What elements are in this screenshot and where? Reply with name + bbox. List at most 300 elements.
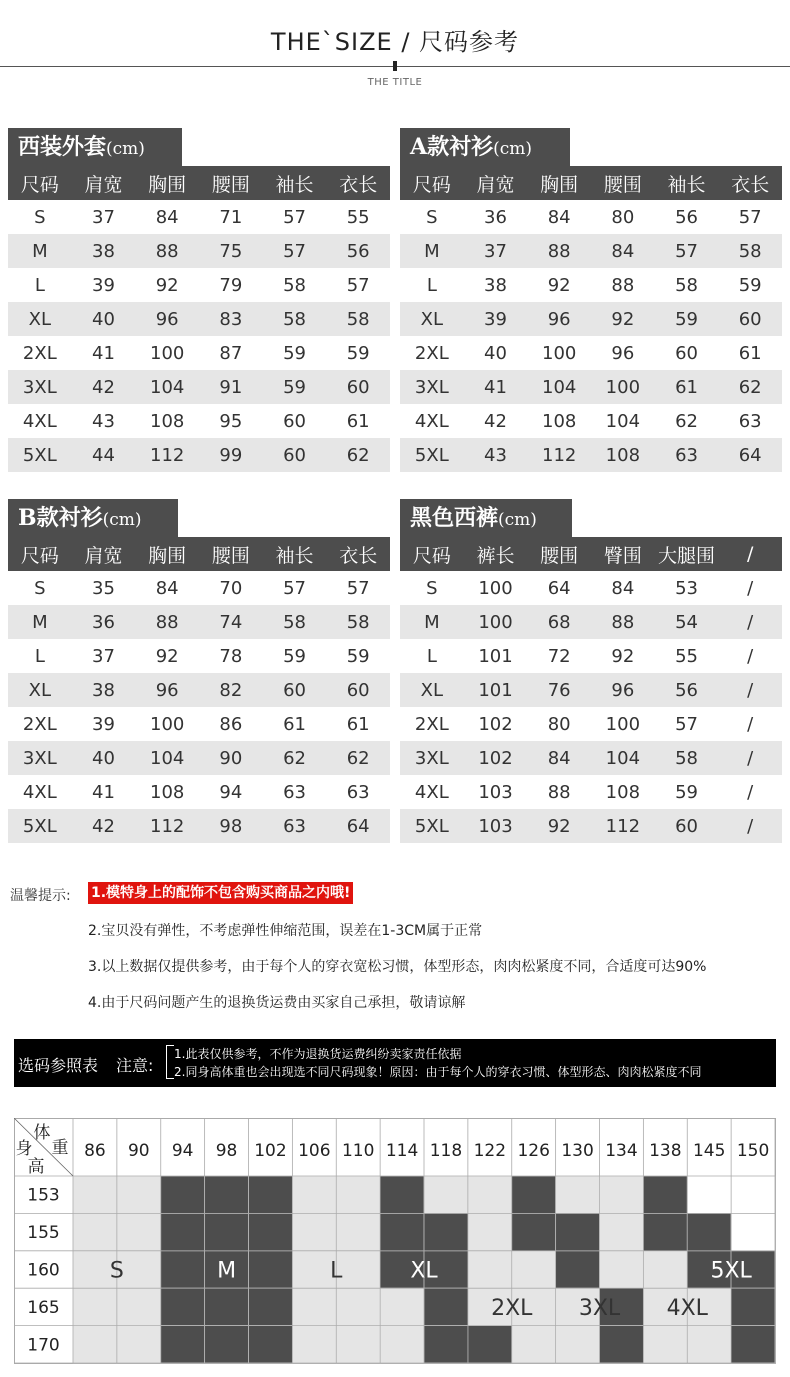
table-cell: 39 bbox=[92, 713, 115, 735]
chart-cell bbox=[731, 1213, 775, 1250]
table-cell: 60 bbox=[283, 410, 306, 432]
table-cell: 57 bbox=[283, 206, 306, 228]
table-row bbox=[400, 605, 782, 639]
table-cell: M bbox=[32, 611, 48, 633]
chart-cell bbox=[600, 1251, 644, 1288]
table-cell: 36 bbox=[484, 206, 507, 228]
table-cell: 2XL bbox=[414, 713, 449, 735]
table-cell: XL bbox=[28, 308, 52, 330]
table-cell: 94 bbox=[219, 781, 243, 803]
chart-cell bbox=[424, 1288, 468, 1325]
table-cell: 78 bbox=[219, 645, 243, 667]
table-cell: 38 bbox=[484, 274, 507, 296]
table-cell: 41 bbox=[92, 781, 115, 803]
table-row bbox=[400, 707, 782, 741]
chart-cell bbox=[643, 1251, 687, 1288]
table-row bbox=[8, 809, 390, 843]
table-cell: 80 bbox=[611, 206, 635, 228]
table-row bbox=[400, 268, 782, 302]
table-cell: 2XL bbox=[22, 713, 57, 735]
header-divider-mark bbox=[393, 61, 397, 71]
table-cell: 102 bbox=[478, 747, 513, 769]
table-cell: 59 bbox=[346, 342, 370, 364]
table-cell: 61 bbox=[283, 713, 306, 735]
table-cell: 40 bbox=[92, 308, 115, 330]
table-title bbox=[400, 128, 570, 166]
tips-label: 温馨提示: bbox=[10, 888, 71, 904]
column-header: 肩宽 bbox=[84, 544, 123, 567]
table-row bbox=[400, 673, 782, 707]
table-cell: 96 bbox=[155, 679, 179, 701]
table-row bbox=[400, 200, 782, 234]
chart-cell bbox=[731, 1326, 775, 1363]
table-grid bbox=[8, 537, 390, 843]
table-row bbox=[8, 234, 390, 268]
table-cell: S bbox=[34, 577, 46, 599]
chart-cell bbox=[512, 1176, 556, 1213]
table-cell: 2XL bbox=[22, 342, 57, 364]
height-tick-label: 165 bbox=[27, 1297, 60, 1318]
chart-cell bbox=[643, 1213, 687, 1250]
table-cell: 112 bbox=[150, 815, 185, 837]
chart-cell bbox=[468, 1176, 512, 1213]
chart-cell bbox=[731, 1288, 775, 1325]
table-cell: 5XL bbox=[22, 815, 57, 837]
chart-cell bbox=[292, 1288, 336, 1325]
table-cell: L bbox=[426, 645, 437, 667]
chart-cell bbox=[600, 1213, 644, 1250]
table-cell: 61 bbox=[346, 410, 370, 432]
chart-cell bbox=[424, 1326, 468, 1363]
table-cell: 40 bbox=[92, 747, 115, 769]
table-cell: 5XL bbox=[414, 815, 449, 837]
table-unit: (cm) bbox=[498, 510, 537, 530]
table-row bbox=[8, 370, 390, 404]
table-cell: 92 bbox=[155, 645, 179, 667]
table-cell: 79 bbox=[219, 274, 243, 296]
table-row bbox=[8, 673, 390, 707]
page-subtitle: THE TITLE bbox=[367, 77, 423, 88]
column-header: 尺码 bbox=[412, 173, 451, 196]
table-cell: 4XL bbox=[22, 781, 57, 803]
table-cell: 74 bbox=[219, 611, 243, 633]
table-cell: 102 bbox=[478, 713, 513, 735]
chart-cell bbox=[249, 1176, 293, 1213]
table-cell: 88 bbox=[547, 240, 571, 262]
table-row bbox=[400, 775, 782, 809]
column-header: 大腿围 bbox=[658, 544, 716, 567]
weight-tick-label: 145 bbox=[692, 1141, 726, 1161]
table-cell: 87 bbox=[219, 342, 243, 364]
table-cell: 40 bbox=[484, 342, 507, 364]
chart-cell bbox=[643, 1326, 687, 1363]
table-cell: 101 bbox=[478, 645, 513, 667]
table-cell: 98 bbox=[219, 815, 243, 837]
table-cell: 44 bbox=[92, 444, 115, 466]
table-cell: 100 bbox=[605, 713, 641, 735]
size-guide-notice-bar bbox=[14, 1039, 776, 1087]
chart-cell bbox=[73, 1176, 117, 1213]
column-header: / bbox=[746, 543, 754, 565]
table-cell: 4XL bbox=[414, 410, 449, 432]
chart-cell bbox=[468, 1213, 512, 1250]
table-cell: 108 bbox=[150, 410, 185, 432]
chart-cell bbox=[336, 1326, 380, 1363]
column-header: 臀围 bbox=[603, 544, 642, 567]
table-cell: 57 bbox=[675, 713, 698, 735]
table-cell: 72 bbox=[547, 645, 571, 667]
table-cell: 108 bbox=[150, 781, 185, 803]
table-cell: 3XL bbox=[414, 747, 449, 769]
table-cell: 108 bbox=[605, 781, 641, 803]
weight-tick-label: 122 bbox=[473, 1141, 507, 1161]
table-cell: 104 bbox=[150, 747, 185, 769]
table-cell: 43 bbox=[484, 444, 507, 466]
table-row bbox=[400, 741, 782, 775]
chart-cell bbox=[512, 1251, 556, 1288]
table-row bbox=[8, 571, 390, 605]
table-cell: S bbox=[426, 206, 438, 228]
chart-cell bbox=[687, 1213, 731, 1250]
table-cell: 41 bbox=[484, 376, 507, 398]
table-row bbox=[400, 571, 782, 605]
table-cell: 84 bbox=[155, 577, 179, 599]
table-cell: 57 bbox=[738, 206, 762, 228]
table-cell: L bbox=[34, 645, 45, 667]
column-header: 袖长 bbox=[275, 173, 314, 196]
column-header: 腰围 bbox=[603, 173, 642, 196]
table-cell: 99 bbox=[219, 444, 243, 466]
table-cell: L bbox=[34, 274, 45, 296]
weight-tick-label: 86 bbox=[84, 1141, 106, 1161]
table-unit: (cm) bbox=[106, 139, 145, 159]
weight-tick-label: 90 bbox=[127, 1141, 150, 1161]
table-cell: 58 bbox=[675, 747, 698, 769]
column-header: 肩宽 bbox=[476, 173, 515, 196]
table-cell: 71 bbox=[219, 206, 243, 228]
table-cell: 92 bbox=[611, 308, 635, 330]
table-title-text: 西装外套 bbox=[18, 134, 107, 160]
table-cell: 103 bbox=[478, 815, 513, 837]
table-cell: 41 bbox=[92, 342, 115, 364]
table-cell: 58 bbox=[675, 274, 698, 296]
table-cell: 96 bbox=[611, 342, 635, 364]
table-cell: 100 bbox=[478, 611, 513, 633]
table-cell: 88 bbox=[155, 240, 179, 262]
size-label: 5XL bbox=[710, 1258, 752, 1284]
table-cell: 63 bbox=[346, 781, 370, 803]
chart-cell bbox=[292, 1326, 336, 1363]
column-header: 胸围 bbox=[148, 544, 187, 567]
table-cell: 35 bbox=[92, 577, 115, 599]
table-cell: 58 bbox=[346, 611, 370, 633]
chart-cell bbox=[468, 1326, 512, 1363]
table-cell: 55 bbox=[346, 206, 370, 228]
table-cell: 62 bbox=[346, 747, 370, 769]
weight-tick-label: 126 bbox=[517, 1141, 550, 1161]
table-cell: 57 bbox=[346, 577, 370, 599]
height-tick-label: 160 bbox=[27, 1260, 60, 1281]
size-table-trousers bbox=[400, 499, 782, 849]
table-cell: 104 bbox=[542, 376, 577, 398]
size-table-shirt-b bbox=[8, 499, 390, 849]
table-cell: 76 bbox=[547, 679, 571, 701]
size-label: 2XL bbox=[491, 1295, 533, 1321]
weight-tick-label: 106 bbox=[298, 1141, 331, 1161]
weight-tick-label: 98 bbox=[215, 1141, 238, 1161]
table-cell: / bbox=[747, 815, 754, 837]
corner-label: 身 bbox=[15, 1139, 33, 1159]
table-cell: 60 bbox=[346, 376, 370, 398]
chart-cell bbox=[556, 1251, 600, 1288]
table-cell: 37 bbox=[92, 645, 115, 667]
table-cell: 63 bbox=[738, 410, 762, 432]
notice-bracket bbox=[166, 1045, 174, 1079]
table-cell: 108 bbox=[542, 410, 577, 432]
table-cell: / bbox=[747, 679, 754, 701]
chart-cell bbox=[161, 1326, 205, 1363]
size-table-shirt-a bbox=[400, 128, 782, 478]
table-row bbox=[8, 200, 390, 234]
table-cell: / bbox=[747, 645, 754, 667]
table-cell: 4XL bbox=[22, 410, 57, 432]
table-cell: 68 bbox=[547, 611, 571, 633]
table-row bbox=[8, 741, 390, 775]
corner-label: 体 bbox=[33, 1123, 51, 1143]
table-cell: 5XL bbox=[414, 444, 449, 466]
chart-cell bbox=[205, 1213, 249, 1250]
column-header: 衣长 bbox=[339, 173, 378, 196]
page-title: THE`SIZE / 尺码参考 bbox=[270, 28, 520, 56]
table-cell: / bbox=[747, 781, 754, 803]
table-cell: / bbox=[747, 577, 754, 599]
table-cell: 57 bbox=[675, 240, 698, 262]
corner-label: 重 bbox=[51, 1138, 69, 1158]
table-title bbox=[8, 499, 178, 537]
table-cell: 90 bbox=[219, 747, 243, 769]
table-cell: 96 bbox=[155, 308, 179, 330]
table-cell: 104 bbox=[605, 410, 641, 432]
table-header-row bbox=[8, 537, 390, 571]
table-cell: 58 bbox=[346, 308, 370, 330]
weight-tick-label: 118 bbox=[429, 1141, 463, 1161]
table-cell: 59 bbox=[346, 645, 370, 667]
table-cell: 60 bbox=[675, 342, 698, 364]
table-cell: / bbox=[747, 713, 754, 735]
height-tick-label: 170 bbox=[27, 1335, 60, 1356]
column-header: 袖长 bbox=[667, 173, 706, 196]
table-cell: 57 bbox=[283, 577, 306, 599]
table-cell: 88 bbox=[611, 611, 635, 633]
chart-cell bbox=[336, 1176, 380, 1213]
weight-tick-label: 150 bbox=[736, 1141, 770, 1161]
table-cell: 39 bbox=[92, 274, 115, 296]
chart-cell bbox=[556, 1176, 600, 1213]
table-cell: 62 bbox=[283, 747, 306, 769]
table-cell: 56 bbox=[346, 240, 370, 262]
column-header: 袖长 bbox=[275, 544, 314, 567]
table-title-text: B款衬衫 bbox=[18, 505, 103, 531]
table-row bbox=[400, 809, 782, 843]
chart-cell bbox=[687, 1176, 731, 1213]
table-cell: 64 bbox=[346, 815, 370, 837]
chart-cell bbox=[249, 1288, 293, 1325]
table-cell: 57 bbox=[283, 240, 306, 262]
table-cell: 37 bbox=[484, 240, 507, 262]
table-cell: 4XL bbox=[414, 781, 449, 803]
notice-line: 1.此表仅供参考，不作为退换货运费纠纷卖家责任依据 bbox=[174, 1047, 462, 1061]
size-table-suit-jacket bbox=[8, 128, 390, 478]
table-cell: XL bbox=[28, 679, 52, 701]
table-cell: / bbox=[747, 611, 754, 633]
column-header: 腰围 bbox=[211, 544, 250, 567]
table-cell: 101 bbox=[478, 679, 513, 701]
table-row bbox=[400, 302, 782, 336]
table-cell: 37 bbox=[92, 206, 115, 228]
chart-cell bbox=[73, 1213, 117, 1250]
chart-cell bbox=[424, 1213, 468, 1250]
table-cell: 80 bbox=[547, 713, 571, 735]
table-cell: 62 bbox=[346, 444, 370, 466]
table-cell: 58 bbox=[283, 274, 306, 296]
chart-cell bbox=[292, 1213, 336, 1250]
size-label: L bbox=[330, 1258, 343, 1284]
table-cell: 96 bbox=[611, 679, 635, 701]
chart-cell bbox=[73, 1288, 117, 1325]
tip-line: 4.由于尺码问题产生的退换货运费由买家自己承担，敬请谅解 bbox=[88, 995, 466, 1011]
weight-tick-label: 114 bbox=[385, 1141, 419, 1161]
column-header: 裤长 bbox=[476, 544, 515, 567]
weight-tick-label: 94 bbox=[171, 1141, 194, 1161]
table-cell: 60 bbox=[283, 444, 306, 466]
table-cell: 3XL bbox=[414, 376, 449, 398]
weight-tick-label: 130 bbox=[561, 1141, 594, 1161]
weight-tick-label: 102 bbox=[254, 1141, 287, 1161]
table-cell: 42 bbox=[92, 815, 115, 837]
table-cell: 61 bbox=[738, 342, 762, 364]
table-row bbox=[400, 336, 782, 370]
chart-cell bbox=[249, 1213, 293, 1250]
column-header: 衣长 bbox=[339, 544, 378, 567]
table-cell: 100 bbox=[478, 577, 513, 599]
table-cell: 62 bbox=[738, 376, 762, 398]
chart-cell bbox=[205, 1176, 249, 1213]
column-header: 肩宽 bbox=[84, 173, 123, 196]
table-cell: 100 bbox=[150, 342, 185, 364]
chart-cell bbox=[556, 1326, 600, 1363]
chart-cell bbox=[73, 1326, 117, 1363]
notice-line: 2.同身高体重也会出现选不同尺码现象！原因：由于每个人的穿衣习惯、体型形态、肉肉松紧度不同 bbox=[174, 1065, 702, 1079]
table-cell: 88 bbox=[611, 274, 635, 296]
tips-highlight: 1.模特身上的配饰不包含购买商品之内哦! bbox=[88, 882, 353, 904]
table-cell: XL bbox=[420, 679, 444, 701]
chart-cell bbox=[731, 1176, 775, 1213]
table-cell: M bbox=[424, 240, 440, 262]
table-title-text: 黑色西裤 bbox=[410, 505, 499, 531]
height-tick-label: 155 bbox=[27, 1223, 60, 1244]
chart-cell bbox=[380, 1326, 424, 1363]
notice-bar-title: 选码参照表 bbox=[18, 1056, 99, 1075]
table-cell: / bbox=[747, 747, 754, 769]
chart-cell bbox=[336, 1213, 380, 1250]
table-cell: 100 bbox=[150, 713, 185, 735]
table-cell: 92 bbox=[155, 274, 179, 296]
table-cell: 60 bbox=[675, 815, 698, 837]
table-cell: 84 bbox=[155, 206, 179, 228]
table-header-row bbox=[8, 166, 390, 200]
chart-cell bbox=[117, 1213, 161, 1250]
weight-tick-label: 110 bbox=[341, 1141, 375, 1161]
tip-line: 2.宝贝没有弹性，不考虑弹性伸缩范围，误差在1-3CM属于正常 bbox=[88, 923, 483, 939]
chart-cell bbox=[600, 1176, 644, 1213]
table-title bbox=[8, 128, 182, 166]
table-row bbox=[400, 370, 782, 404]
size-label: S bbox=[109, 1258, 124, 1284]
table-row bbox=[8, 336, 390, 370]
table-cell: 58 bbox=[283, 308, 306, 330]
table-grid bbox=[400, 537, 782, 843]
table-grid bbox=[400, 166, 782, 472]
notice-lines bbox=[174, 1045, 701, 1081]
table-cell: 59 bbox=[283, 376, 306, 398]
table-cell: 5XL bbox=[22, 444, 57, 466]
table-cell: 38 bbox=[92, 240, 115, 262]
table-cell: XL bbox=[420, 308, 444, 330]
table-unit: (cm) bbox=[102, 510, 142, 530]
table-cell: 100 bbox=[605, 376, 641, 398]
table-cell: 88 bbox=[155, 611, 179, 633]
chart-cell bbox=[600, 1326, 644, 1363]
table-cell: 38 bbox=[92, 679, 115, 701]
table-cell: 86 bbox=[219, 713, 243, 735]
table-cell: 112 bbox=[150, 444, 185, 466]
column-header: 胸围 bbox=[148, 173, 187, 196]
chart-cell bbox=[161, 1213, 205, 1250]
table-cell: 3XL bbox=[22, 376, 57, 398]
table-cell: 54 bbox=[675, 611, 698, 633]
table-cell: 104 bbox=[150, 376, 185, 398]
column-header: 衣长 bbox=[731, 173, 770, 196]
table-cell: 92 bbox=[547, 815, 571, 837]
table-row bbox=[400, 404, 782, 438]
table-cell: 92 bbox=[547, 274, 571, 296]
chart-cell bbox=[687, 1326, 731, 1363]
table-cell: S bbox=[426, 577, 438, 599]
weight-tick-label: 138 bbox=[649, 1141, 682, 1161]
chart-cell bbox=[161, 1288, 205, 1325]
table-cell: 58 bbox=[283, 611, 306, 633]
table-cell: 96 bbox=[547, 308, 571, 330]
table-cell: 62 bbox=[675, 410, 698, 432]
chart-cell bbox=[117, 1176, 161, 1213]
chart-cell bbox=[380, 1213, 424, 1250]
table-cell: 59 bbox=[283, 342, 306, 364]
table-cell: 59 bbox=[738, 274, 762, 296]
table-cell: 55 bbox=[675, 645, 698, 667]
column-header: 腰围 bbox=[211, 173, 250, 196]
table-cell: 91 bbox=[219, 376, 243, 398]
table-row bbox=[8, 775, 390, 809]
size-label: M bbox=[217, 1258, 237, 1284]
table-cell: 59 bbox=[675, 308, 698, 330]
table-cell: 60 bbox=[738, 308, 762, 330]
table-cell: 108 bbox=[605, 444, 641, 466]
column-header: 尺码 bbox=[412, 544, 451, 567]
table-cell: 63 bbox=[283, 781, 306, 803]
table-cell: 83 bbox=[219, 308, 243, 330]
table-cell: 61 bbox=[346, 713, 370, 735]
table-cell: 3XL bbox=[22, 747, 57, 769]
